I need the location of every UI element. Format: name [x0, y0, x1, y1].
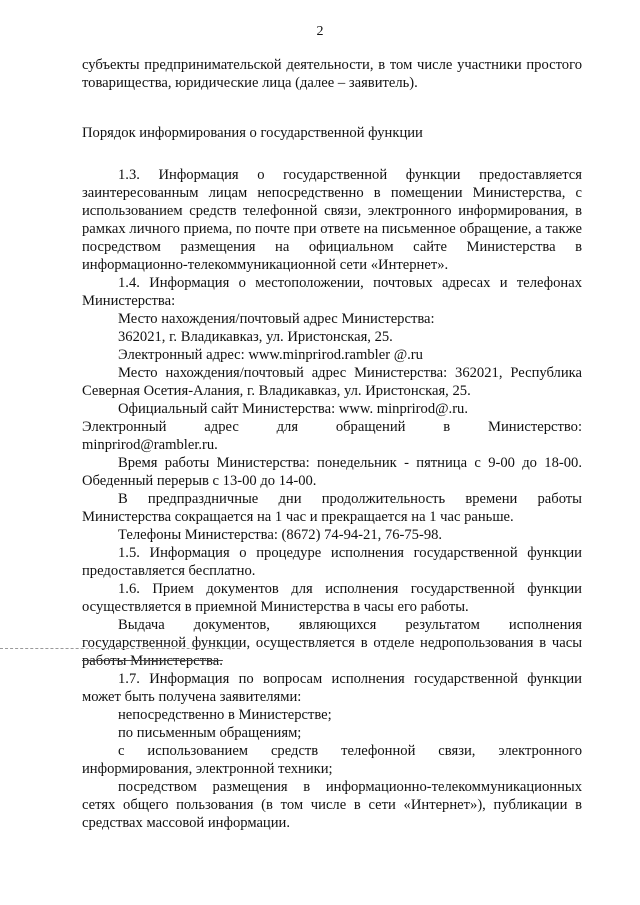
issuance-paragraph	[82, 616, 582, 670]
page-number: 2	[316, 24, 324, 39]
scan-artifact-line	[0, 648, 240, 649]
document-body	[82, 56, 582, 832]
issuance-tail-text: работы Министерства.	[82, 653, 223, 669]
list-item-phone-electronic: с использованием средств телефонной связи, электронного информирования, электронной техники;	[82, 743, 582, 777]
email-address-1: Электронный адрес: www.minprirod.rambler @.ru	[118, 347, 423, 363]
list-item-written-requests: по письменным обращениям;	[118, 725, 302, 741]
working-hours: Время работы Министерства: понедельник - пятница с 9-00 до 18-00. Обеденный перерыв с 13-00 до 14-00.	[82, 455, 582, 489]
location-full: Место нахождения/почтовый адрес Министерства: 362021, Республика Северная Осетия-Алания, г. Владикавказ, ул. Иристонская, 25.	[82, 365, 582, 399]
ministry-phones: Телефоны Министерства: (8672) 74-94-21, 76-75-98.	[118, 527, 443, 543]
issuance-main-text: Выдача документов, являющихся результатом исполнения государственной функции, осуществляется в отделе недропользования в часы	[82, 617, 582, 651]
paragraph-1-6: 1.6. Прием документов для исполнения государственной функции осуществляется в приемной Министерства в часы его работы.	[82, 581, 582, 615]
list-item-networks-media: посредством размещения в информационно-телекоммуникационных сетях общего пользования (в том числе в сети «Интернет»), публикации в средствах массовой информации.	[82, 779, 582, 831]
list-item-in-ministry: непосредственно в Министерстве;	[118, 707, 332, 723]
paragraph-1-3: 1.3. Информация о государственной функции предоставляется заинтересованным лицам непосредственно в помещении Министерства, с использованием средств телефонной связи, электронного информирования, в рамках личного приема, по почте при ответе на письменное обращение, а также посредством размещения на официальном сайте Министерства в информационно-телекоммуникационной сети «Интернет».	[82, 167, 582, 273]
official-website: Официальный сайт Министерства: www. minprirod@.ru.	[118, 401, 469, 417]
paragraph-1-5: 1.5. Информация о процедуре исполнения государственной функции предоставляется бесплатно.	[82, 545, 582, 579]
postal-address: 362021, г. Владикавказ, ул. Иристонская, 25.	[118, 329, 393, 345]
paragraph-1-4: 1.4. Информация о местоположении, почтовых адресах и телефонах Министерства:	[82, 275, 582, 309]
paragraph-1-7: 1.7. Информация по вопросам исполнения государственной функции может быть получена заявителями:	[82, 671, 582, 705]
pre-holiday-hours: В предпраздничные дни продолжительность времени работы Министерства сокращается на 1 час и прекращается на 1 час раньше.	[82, 491, 582, 525]
section-title: Порядок информирования о государственной функции	[82, 125, 423, 141]
email-address-2-line1: Электронный адрес для обращений в Министерство:	[82, 419, 582, 435]
location-label: Место нахождения/почтовый адрес Министерства:	[118, 311, 435, 327]
continuation-paragraph: субъекты предпринимательской деятельности, в том числе участники простого товарищества, юридические лица (далее – заявитель).	[82, 57, 582, 91]
email-address-2-line2: minprirod@rambler.ru.	[82, 437, 218, 453]
